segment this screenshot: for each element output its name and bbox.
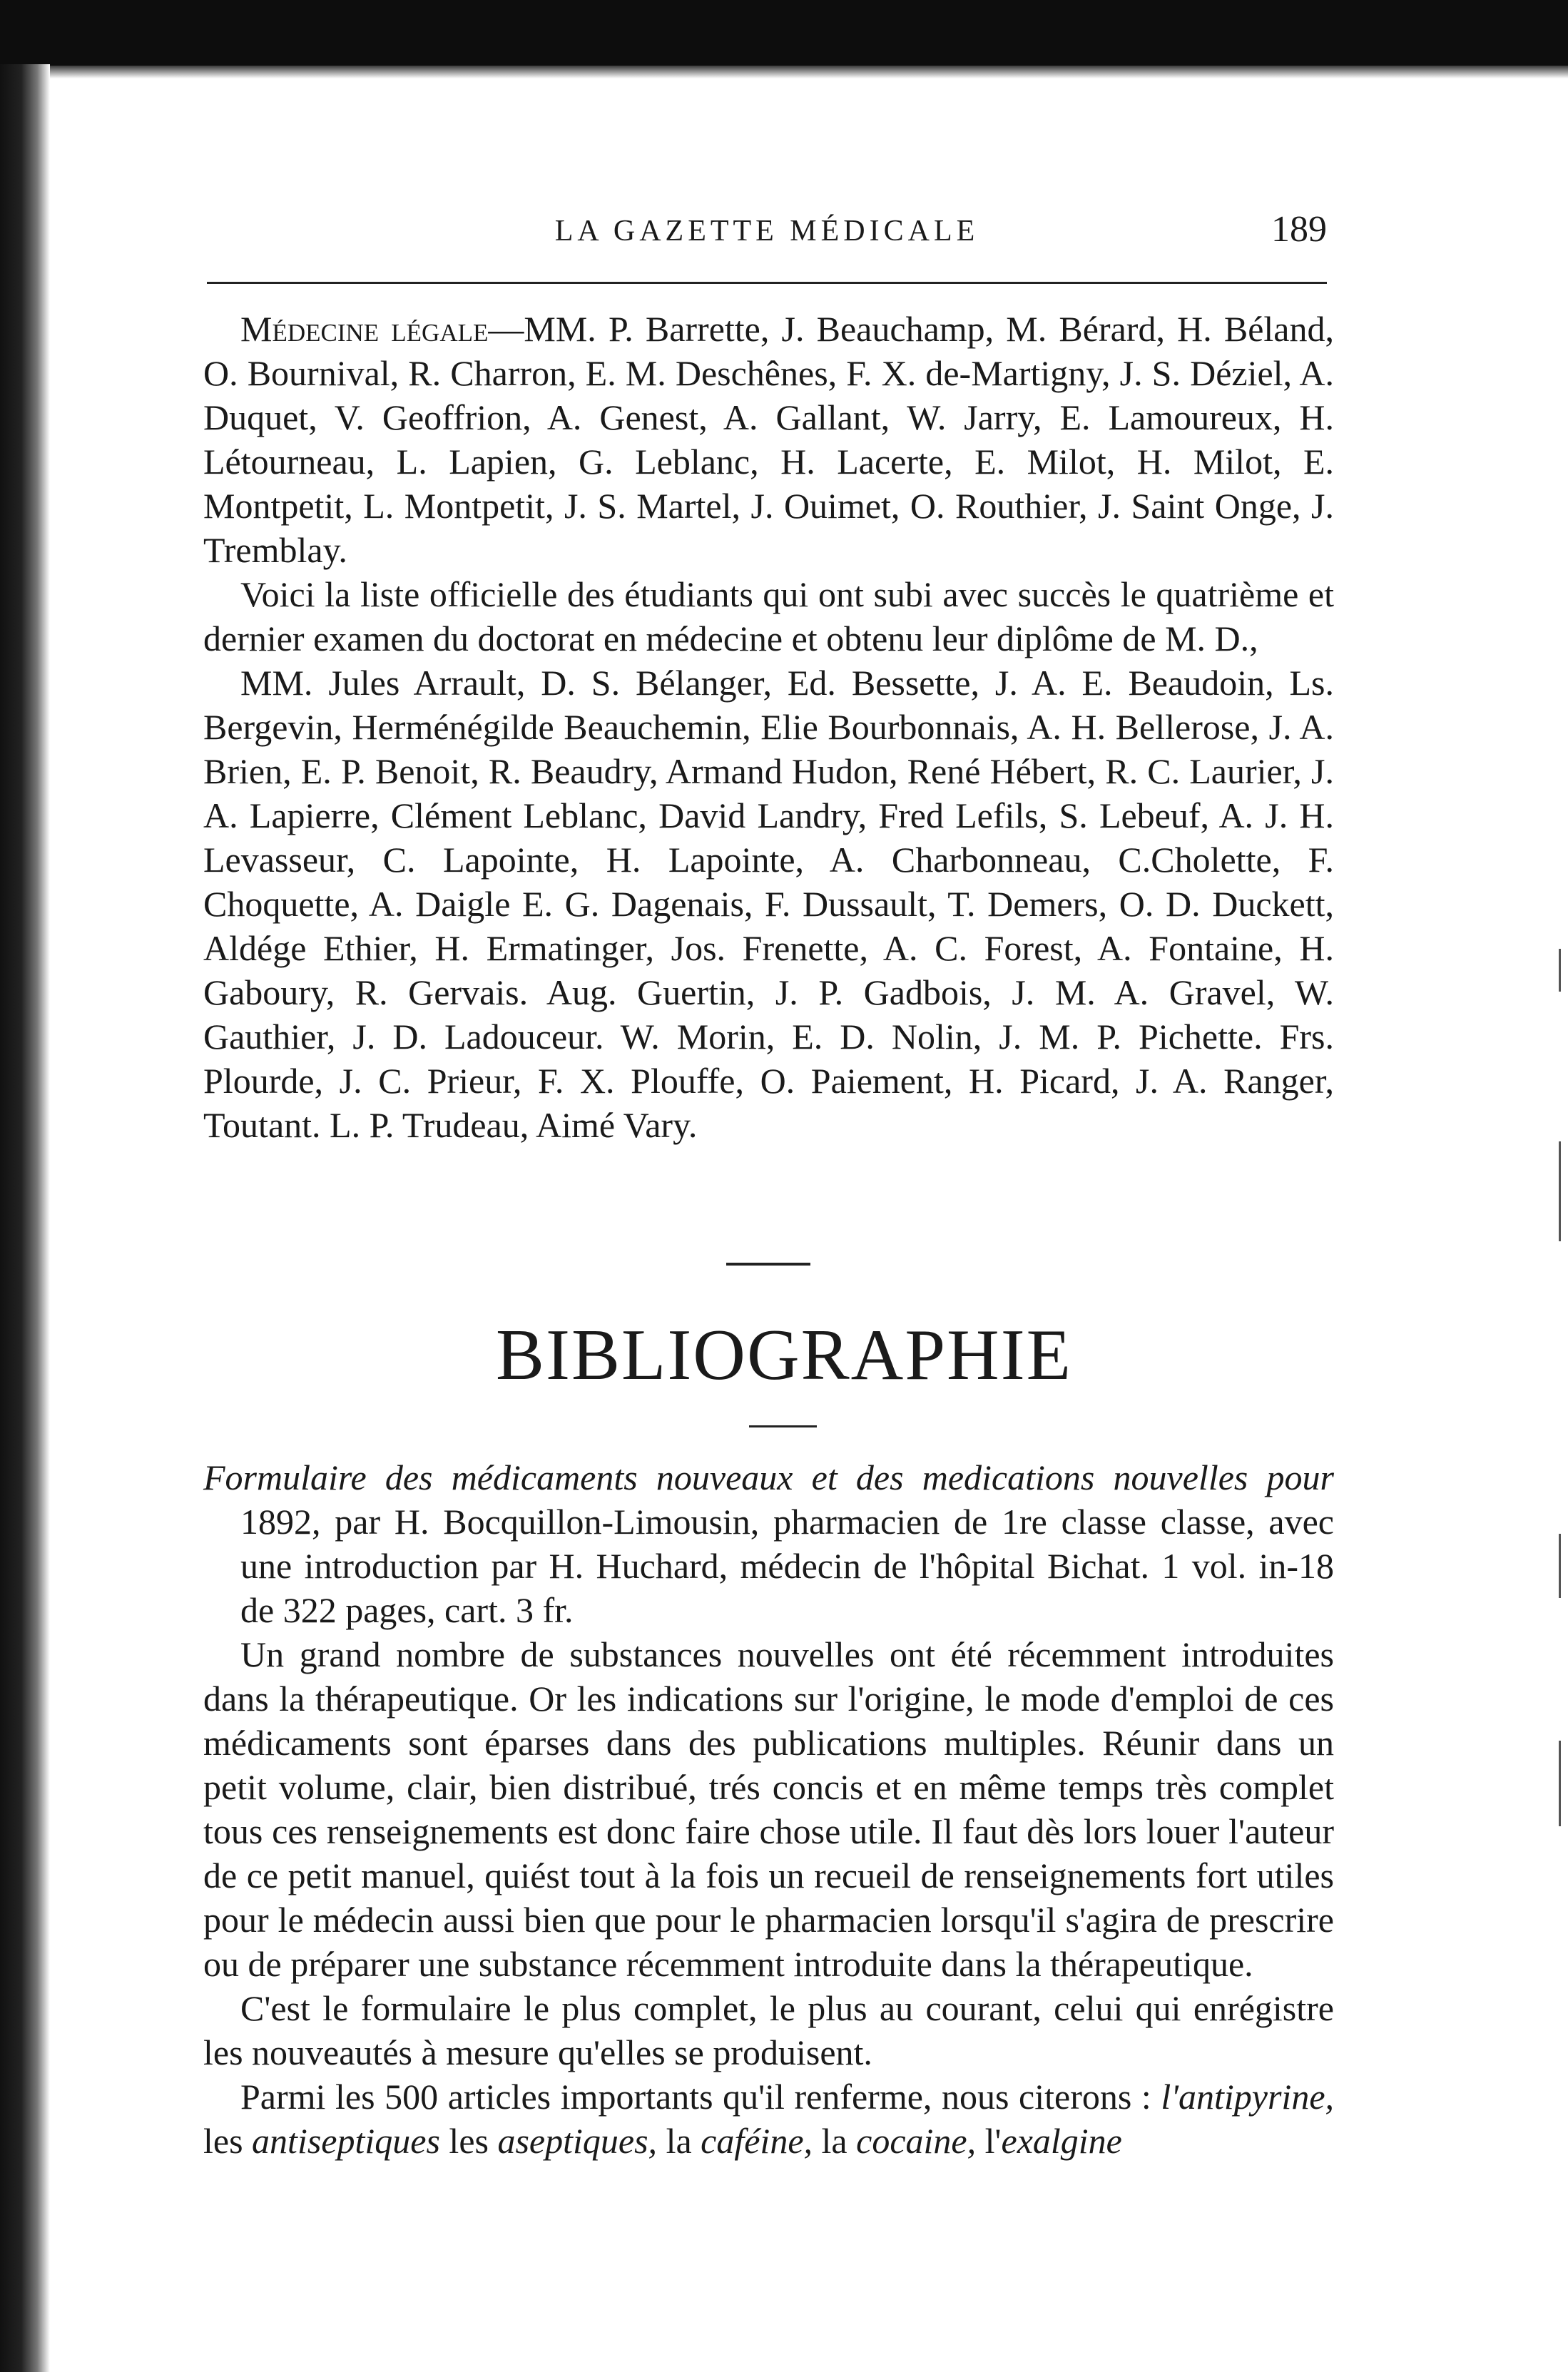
word-la-2: la <box>821 2121 847 2161</box>
word-l-prefix: l' <box>984 2121 1002 2161</box>
section-divider <box>726 1263 810 1266</box>
scan-speck <box>1559 949 1561 992</box>
word-la-1: la <box>666 2121 692 2161</box>
page-number: 189 <box>1271 209 1327 250</box>
entry-title: Formulaire des médicaments nouveaux et des medications nouvelles pour <box>203 1457 1334 1497</box>
scan-top-band <box>0 0 1568 66</box>
bibliographie-section <box>203 1455 1334 2163</box>
scan-speck <box>1559 1741 1561 1826</box>
term-antiseptiques: antiseptiques <box>252 2121 440 2161</box>
term-cocaine: cocaine, <box>856 2121 977 2161</box>
doctorat-list: MM. Jules Arrault, D. S. Bélanger, Ed. Bessette, J. A. E. Beaudoin, Ls. Bergevin, Herménégilde Beauchemin, Elie Bourbonnais, A. H. Bellerose, J. A. Brien, E. P. Benoit, R. Beaudry, Armand Hudon, René Hébert, R. C. Laurier, J. A. Lapierre, Clément Leblanc, David Landry, Fred Lefils, S. Lebeuf, A. J. H. Levasseur, C. Lapointe, H. Lapointe, A. Charbonneau, C.Cholette, F. Choquette, A. Daigle E. G. Dagenais, F. Dussault, T. Demers, O. D. Duckett, Aldége Ethier, H. Ermatinger, Jos. Frenette, A. C. Forest, A. Fontaine, H. Gaboury, R. Gervais. Aug. Guertin, J. P. Gadbois, J. M. A. Gravel, W. Gauthier, J. D. Ladouceur. W. Morin, E. D. Nolin, J. M. P. Pichette. Frs. Plourde, J. C. Prieur, F. X. Plouffe, O. Paiement, H. Picard, J. A. Ranger, Toutant. L. P. Trudeau, Aimé Vary. <box>203 663 1334 1145</box>
scan-speck <box>1559 1141 1561 1241</box>
heading-divider <box>749 1425 817 1427</box>
graduates-section <box>203 307 1334 1147</box>
doctorat-intro: Voici la liste officielle des étudiants qui ont subi avec succès le quatrième et dernier examen du doctorat en médecine et obtenu leur diplôme de M. D., <box>203 574 1334 658</box>
medecine-legale-list: —MM. P. Barrette, J. Beauchamp, M. Bérard, H. Béland, O. Bournival, R. Charron, E. M. Deschênes, F. X. de-Martigny, J. S. Déziel, A. Duquet, V. Geoffrion, A. Genest, A. Gallant, W. Jarry, E. Lamoureux, H. Létourneau, L. Lapien, G. Leblanc, H. Lacerte, E. Milot, H. Milot, E. Montpetit, L. Montpetit, J. S. Martel, J. Ouimet, O. Routhier, J. Saint Onge, J. Tremblay. <box>203 309 1334 570</box>
review-paragraph-1: Un grand nombre de substances nouvelles ont été récemment introduites dans la thérapeutique. Or les indications sur l'origine, le mode d'emploi de ces médicaments sont éparses dans des publications multiples. Réunir dans un petit volume, clair, bien distribué, trés concis et en même temps très complet tous ces renseignements est donc faire chose utile. Il faut dès lors louer l'auteur de ce petit manuel, quiést tout à la fois un recueil de renseignements fort utiles pour le médecin aussi bien que pour le pharmacien lorsqu'il s'agira de prescrire ou de préparer une substance récemment introduite dans la thérapeutique. <box>203 1634 1334 1984</box>
header-rule <box>207 282 1327 284</box>
medecine-legale-paragraph <box>203 307 1334 572</box>
term-exalgine: exalgine <box>1001 2121 1122 2161</box>
medecine-legale-heading: Médecine légale <box>240 309 489 349</box>
running-title: LA GAZETTE MÉDICALE <box>554 215 979 248</box>
review-p3-start: Parmi les 500 articles importants qu'il renferme, nous citerons : <box>240 2077 1151 2117</box>
word-les-1: les <box>203 2121 243 2161</box>
page-header <box>207 209 1327 264</box>
entry-details: 1892, par H. Bocquillon-Limousin, pharmacien de 1re classe classe, avec une introduction par H. Huchard, médecin de l'hôpital Bichat. 1 vol. in-18 de 322 pages, cart. 3 fr. <box>240 1502 1334 1630</box>
bibliography-entry <box>203 1455 1334 1632</box>
term-aseptiques: aseptiques, <box>497 2121 658 2161</box>
scan-binding-edge <box>0 64 50 2372</box>
scan-top-shadow <box>0 66 1568 78</box>
scan-speck <box>1559 1534 1561 1598</box>
term-cafeine: caféine, <box>701 2121 813 2161</box>
review-paragraph-3 <box>203 2075 1334 2163</box>
word-les-2: les <box>449 2121 489 2161</box>
term-antipyrine: l'antipyrine, <box>1161 2077 1335 2117</box>
section-heading-bibliographie: BIBLIOGRAPHIE <box>496 1315 1072 1395</box>
review-paragraph-2: C'est le formulaire le plus complet, le plus au courant, celui qui enrégistre les nouveautés à mesure qu'elles se produisent. <box>203 1988 1334 2072</box>
